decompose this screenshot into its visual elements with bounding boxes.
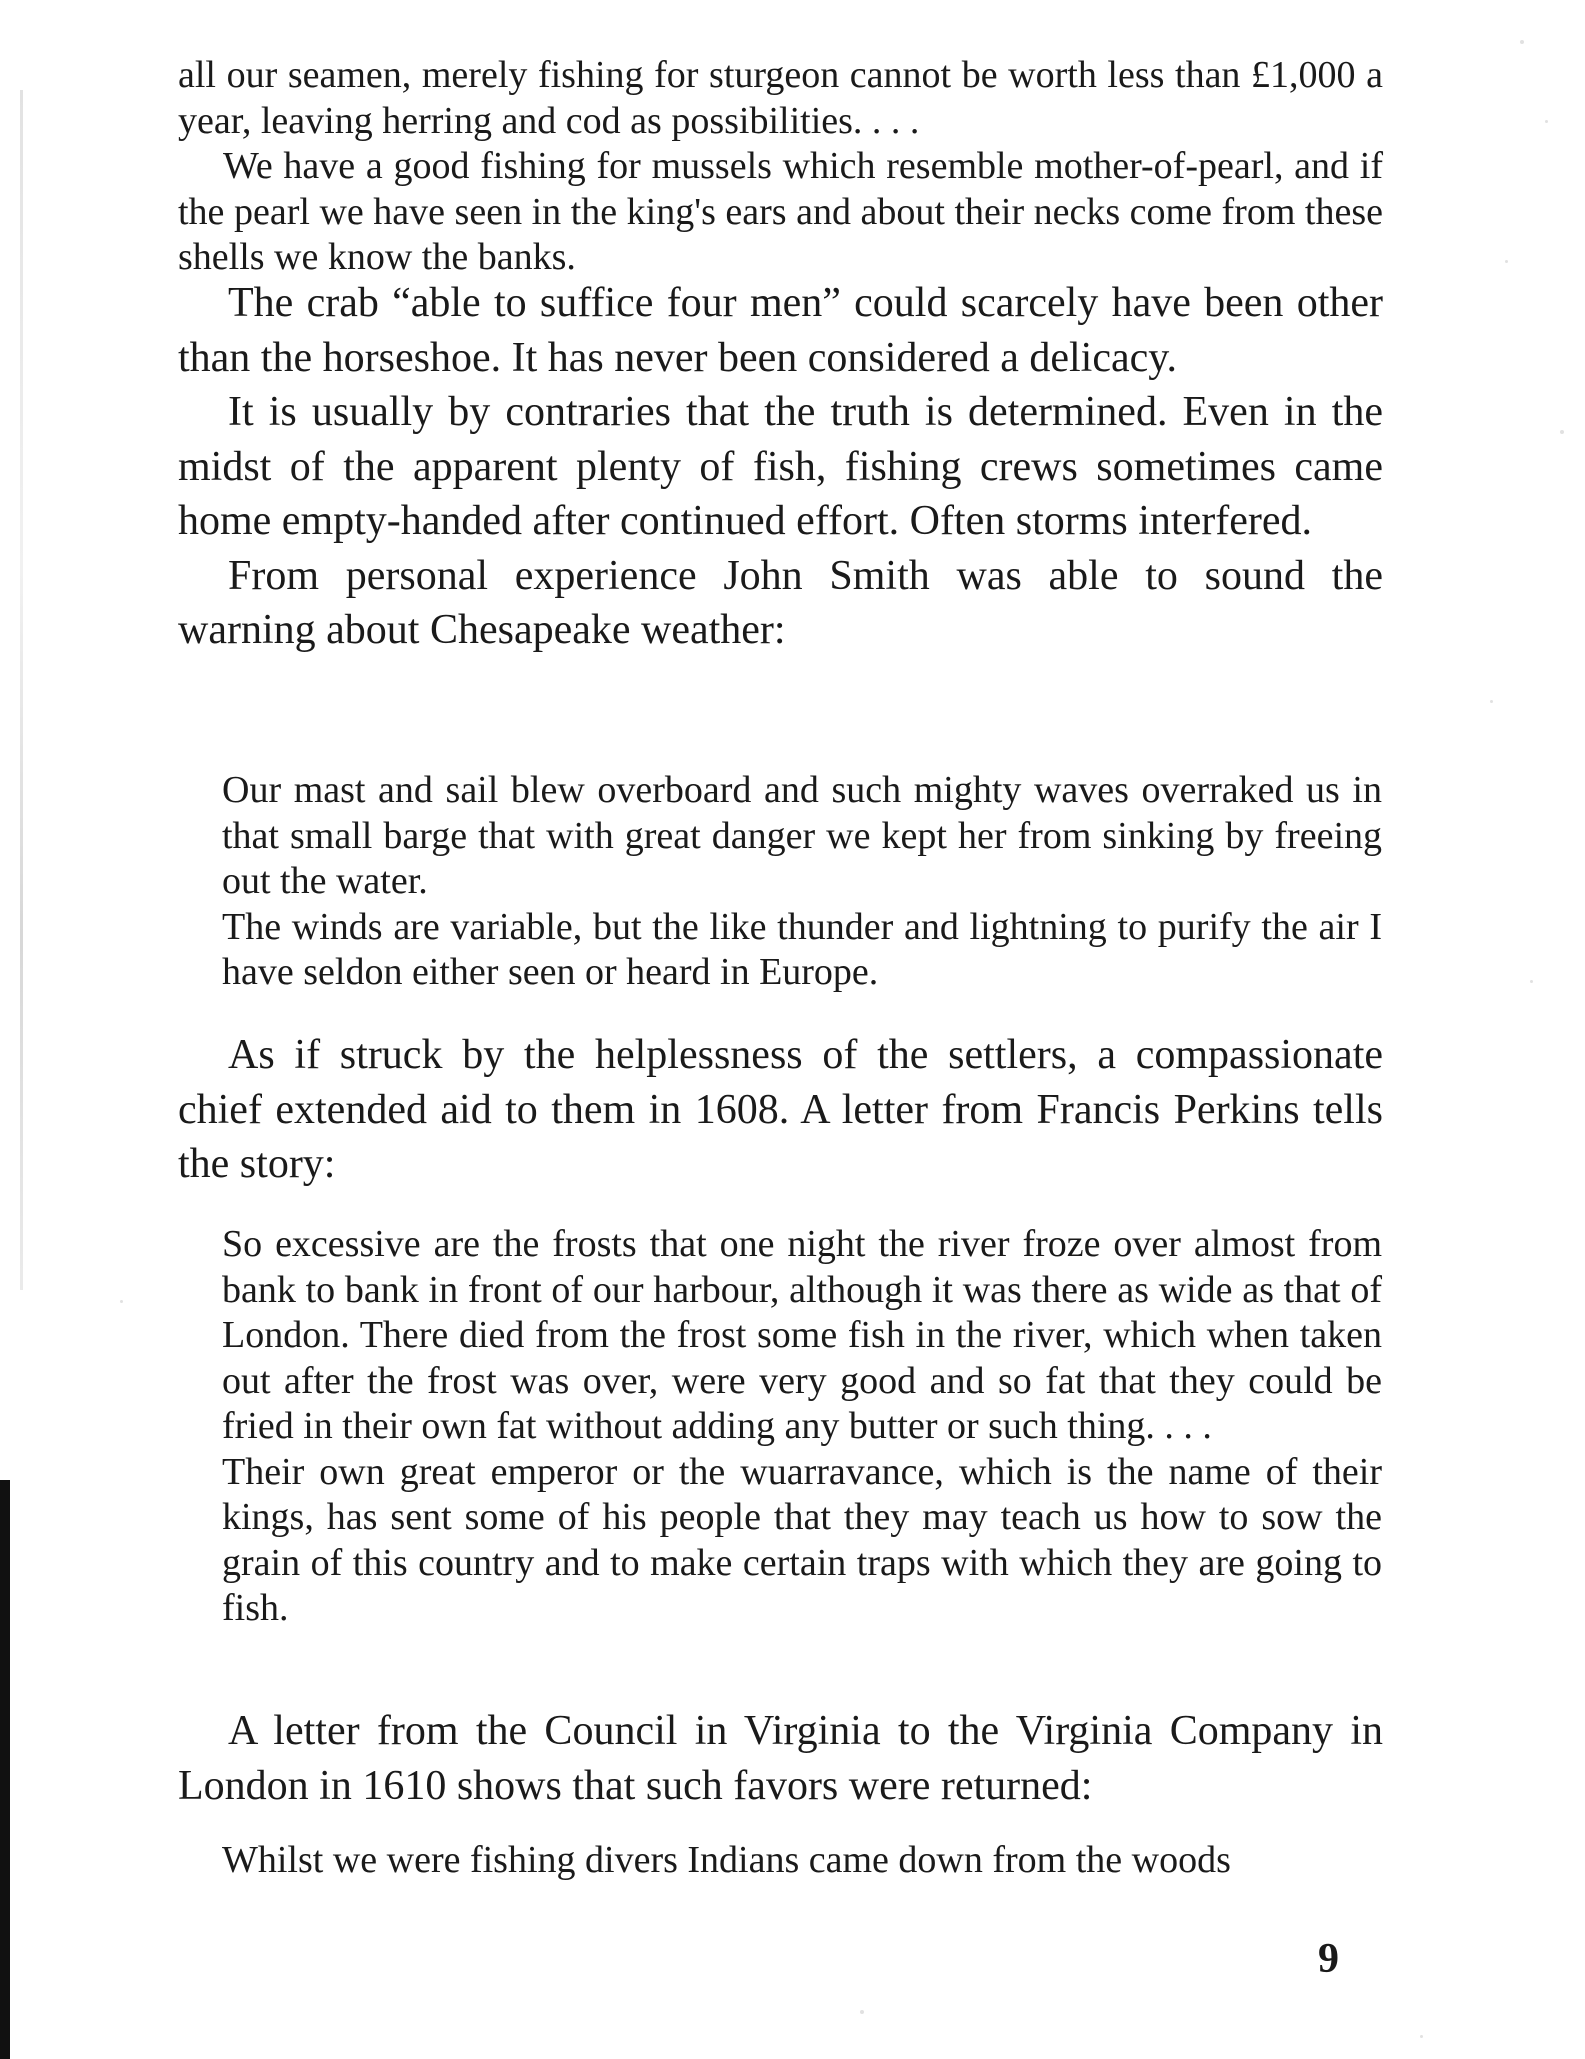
quote-paragraph: Our mast and sail blew overboard and such mighty waves overraked us in that small barge that with great danger we kept her from sinking by freeing out the water. [222,769,1382,902]
quote-paragraph: Whilst we were fishing divers Indians came down from the woods [222,1839,1231,1881]
quote-francis-perkins [222,1222,1382,1632]
scan-speck [1530,980,1533,983]
quote-paragraph: all our seamen, merely fishing for sturgeon cannot be worth less than £1,000 a year, leaving herring and cod as possibilities. . . . [178,54,1383,142]
quote-john-smith [222,768,1382,996]
quote-paragraph: We have a good fishing for mussels which resemble mother-of-pearl, and if the pearl we have seen in the king's ears and about their necks come from these shells we know the banks. [178,145,1383,278]
quote-seamen-fishing [178,53,1383,281]
binding-edge [0,1480,10,2059]
quote-paragraph: So excessive are the frosts that one night the river froze over almost from bank to bank in front of our harbour, although it was there as wide as that of London. There died from the frost some fish in the river, which when taken out after the frost was over, were very good and so fat that they could be fried in their own fat without adding any butter or such thing. . . . [222,1223,1382,1447]
body-section-crab [178,276,1383,658]
scan-speck [1490,700,1493,703]
body-paragraph: From personal experience John Smith was able to sound the warning about Chesapeake weather: [178,552,1383,653]
quote-indians-woods [222,1838,1382,1884]
quote-paragraph: Their own great emperor or the wuarravance, which is the name of their kings, has sent some of his people that they may teach us how to sow the grain of this country and to make certain traps with which they are going to fish. [222,1450,1382,1629]
quote-paragraph: The winds are variable, but the like thunder and lightning to purify the air I have seldon either seen or heard in Europe. [222,905,1382,993]
scan-speck [1520,40,1524,44]
scan-speck [1420,2035,1423,2038]
binding-shadow [20,90,23,1290]
body-paragraph: The crab “able to suffice four men” could scarcely have been other than the horseshoe. It has never been considered a delicacy. [178,280,1383,381]
page-number: 9 [1318,1936,1339,1982]
scan-speck [860,2010,864,2014]
scan-speck [1545,120,1548,123]
body-section-chief [178,1028,1383,1192]
body-paragraph: It is usually by contraries that the truth is determined. Even in the midst of the apparent plenty of fish, fishing crews sometimes came home empty-handed after continued effort. Often storms interfered. [178,389,1383,544]
body-section-council [178,1704,1383,1813]
scan-speck [120,1300,123,1303]
body-paragraph: As if struck by the helplessness of the settlers, a compassionate chief extended aid to them in 1608. A letter from Francis Perkins tells the story: [178,1032,1383,1187]
scan-speck [1560,430,1564,434]
scan-speck [1505,260,1508,263]
body-paragraph: A letter from the Council in Virginia to the Virginia Company in London in 1610 shows that such favors were returned: [178,1708,1383,1809]
